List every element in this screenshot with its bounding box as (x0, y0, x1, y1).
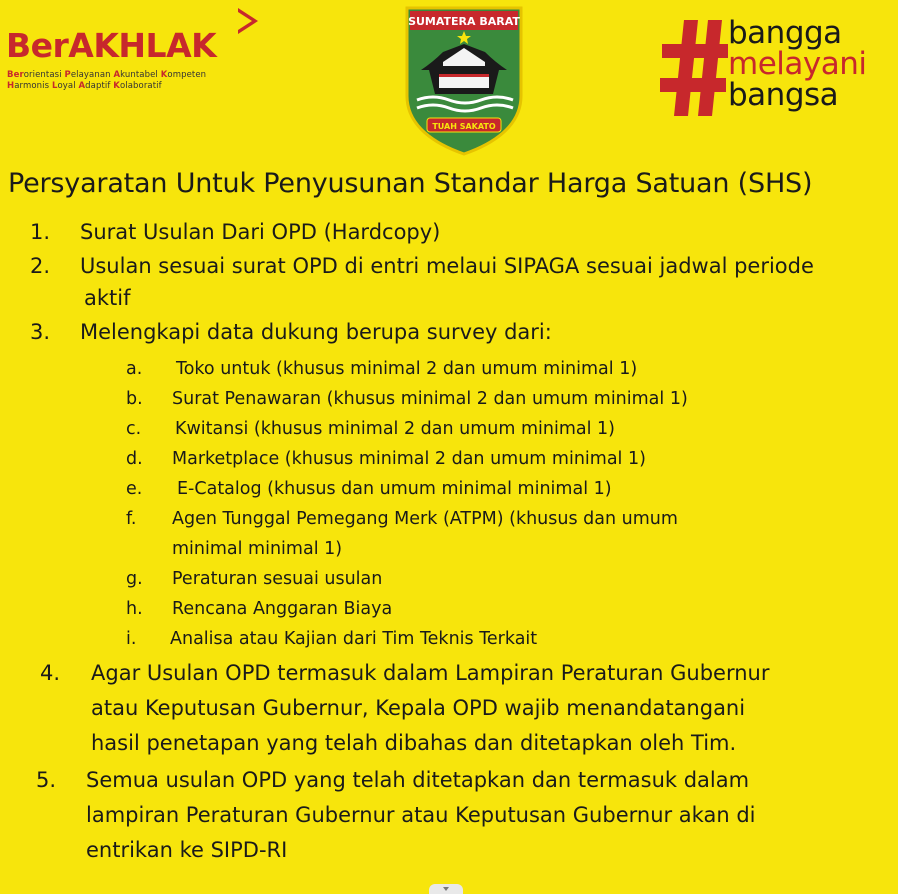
list-text: Semua usulan OPD yang telah ditetapkan dan termasuk dalam (86, 768, 750, 792)
berakhlak-wordmark: BerAKHLAK (6, 26, 217, 65)
sub-text: Agen Tunggal Pemegang Merk (ATPM) (khusus dan umum (172, 509, 678, 529)
berakhlak-tagline-1: Berorientasi Pelayanan Akuntabel Kompeten (7, 70, 207, 80)
sub-text: minimal minimal 1) (172, 539, 343, 559)
list-text: hasil penetapan yang telah dibahas dan ditetapkan oleh Tim. (91, 731, 737, 755)
campaign-line-1: bangga (728, 15, 842, 51)
sub-number: f. (126, 509, 137, 529)
campaign-line-2: melayani (728, 46, 867, 82)
list-text: Usulan sesuai surat OPD di entri melaui SIPAGA sesuai jadwal periode (80, 254, 814, 278)
sub-number: c. (126, 419, 142, 439)
sub-number: d. (126, 449, 143, 469)
list-text: atau Keputusan Gubernur, Kepala OPD wajib menandatangani (91, 696, 746, 720)
sub-number: i. (126, 629, 137, 649)
campaign-line-3: bangsa (728, 77, 839, 113)
chevron-logo-icon (232, 4, 266, 38)
list-number: 2. (30, 254, 51, 278)
sub-number: h. (126, 599, 143, 619)
sub-number: e. (126, 479, 143, 499)
slide-header (0, 0, 898, 160)
sub-number: g. (126, 569, 143, 589)
sub-text: Toko untuk (khusus minimal 2 dan umum minimal 1) (176, 359, 638, 379)
emblem-top-text: SUMATERA BARAT (408, 15, 520, 28)
page-title: Persyaratan Untuk Penyusunan Standar Harga Satuan (SHS) (8, 168, 813, 199)
list-text: aktif (84, 286, 131, 310)
bangga-melayani-logo (660, 15, 890, 128)
list-text: Agar Usulan OPD termasuk dalam Lampiran Peraturan Gubernur (91, 661, 770, 685)
list-text: lampiran Peraturan Gubernur atau Keputusan Gubernur akan di (86, 803, 756, 827)
sub-text: Kwitansi (khusus minimal 2 dan umum minimal 1) (175, 419, 616, 439)
sub-number: b. (126, 389, 143, 409)
list-number: 3. (30, 320, 51, 344)
sub-text: E-Catalog (khusus dan umum minimal minimal 1) (177, 479, 612, 499)
sub-number: a. (126, 359, 143, 379)
berakhlak-logo (6, 22, 266, 102)
list-number: 5. (36, 768, 57, 792)
berakhlak-tagline-2: Harmonis Loyal Adaptif Kolaboratif (7, 81, 162, 91)
sub-text: Surat Penawaran (khusus minimal 2 dan umum minimal 1) (172, 389, 688, 409)
list-text: entrikan ke SIPD-RI (86, 838, 288, 862)
shield-emblem-icon (403, 4, 525, 156)
list-number: 4. (40, 661, 61, 685)
list-text: Surat Usulan Dari OPD (Hardcopy) (80, 220, 441, 244)
sub-text: Marketplace (khusus minimal 2 dan umum minimal 1) (172, 449, 646, 469)
sub-text: Rencana Anggaran Biaya (172, 599, 393, 619)
list-number: 1. (30, 220, 51, 244)
province-emblem (403, 4, 525, 156)
list-text: Melengkapi data dukung berupa survey dari: (80, 320, 552, 344)
sub-text: Analisa atau Kajian dari Tim Teknis Terkait (170, 629, 538, 649)
sub-text: Peraturan sesuai usulan (172, 569, 383, 589)
hashtag-icon (660, 20, 730, 116)
emblem-motto: TUAH SAKATO (432, 122, 496, 131)
